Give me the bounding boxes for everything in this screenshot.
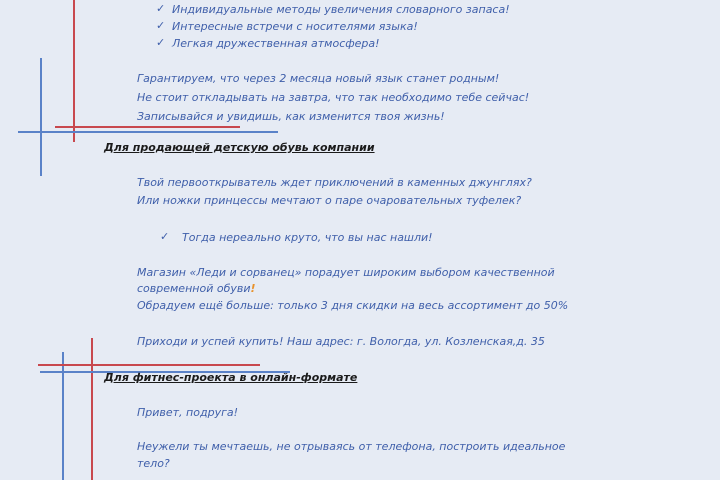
decorative-red-rule-1: [55, 126, 240, 128]
checkmark-icon: ✓: [156, 2, 166, 15]
checkmark-icon: ✓: [156, 19, 166, 32]
decorative-blue-rule-1: [18, 131, 278, 133]
decorative-blue-line-1: [40, 58, 42, 176]
section-heading: Для продающей детскую обувь компании: [104, 141, 375, 154]
checkmark-icon: ✓: [156, 36, 166, 49]
paragraph-line: Гарантируем, что через 2 месяца новый язык станет родным!: [137, 72, 500, 85]
paragraph-line: Обрадуем ещё больше: только 3 дня скидки на весь ассортимент до 50%: [137, 299, 569, 312]
list-item: Индивидуальные методы увеличения словарного запаса!: [172, 3, 510, 16]
decorative-red-line-2: [91, 338, 93, 480]
decorative-red-line-1: [73, 0, 75, 142]
paragraph-line: Не стоит откладывать на завтра, что так необходимо тебе сейчас!: [137, 91, 530, 104]
paragraph-line: [137, 282, 256, 296]
list-item: Тогда нереально круто, что вы нас нашли!: [182, 231, 433, 244]
paragraph-text: современной обуви: [137, 282, 251, 295]
decorative-red-rule-2: [38, 364, 260, 366]
list-item: Интересные встречи с носителями языка!: [172, 20, 418, 33]
paragraph-line: Твой первооткрыватель ждет приключений в каменных джунглях?: [137, 176, 532, 189]
exclamation-mark: !: [250, 282, 256, 295]
paragraph-line: Привет, подруга!: [137, 406, 239, 419]
paragraph-line: Записывайся и увидишь, как изменится твоя жизнь!: [137, 110, 445, 123]
checkmark-icon: ✓: [160, 230, 170, 243]
paragraph-line: тело?: [137, 457, 170, 470]
paragraph-line: Приходи и успей купить! Наш адрес: г. Вологда, ул. Козленская,д. 35: [137, 335, 545, 348]
paragraph-line: Или ножки принцессы мечтают о паре очаровательных туфелек?: [137, 194, 522, 207]
paragraph-line: Магазин «Леди и сорванец» порадует широким выбором качественной: [137, 266, 555, 279]
section-heading: Для фитнес-проекта в онлайн-формате: [104, 371, 358, 384]
list-item: Легкая дружественная атмосфера!: [172, 37, 380, 50]
paragraph-line: Неужели ты мечтаешь, не отрываясь от телефона, построить идеальное: [137, 440, 566, 453]
